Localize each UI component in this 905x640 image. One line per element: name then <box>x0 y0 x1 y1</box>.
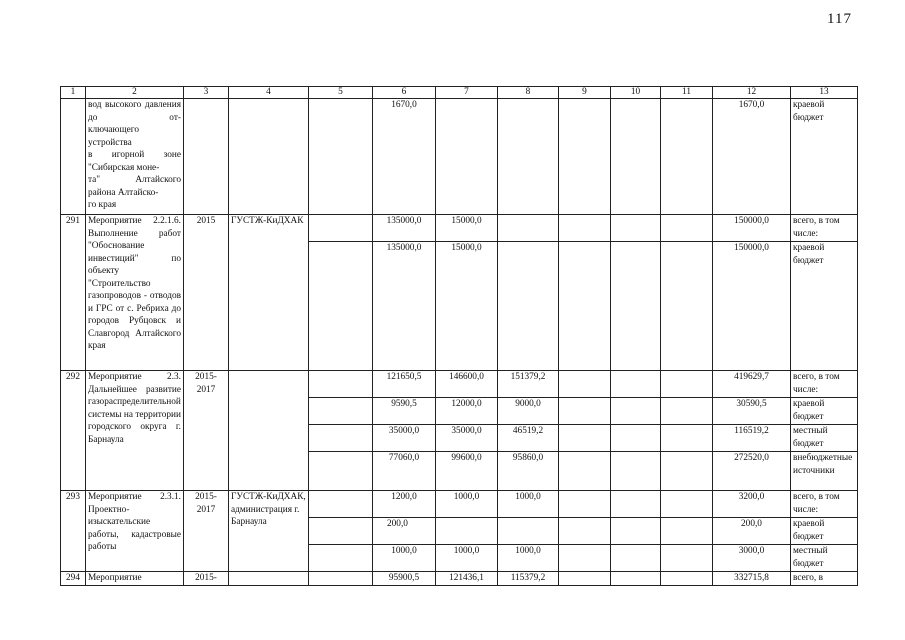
cell-col8: 9000,0 <box>498 398 559 425</box>
cell-col12: 30590,5 <box>713 398 791 425</box>
measure-name: Мероприятие 2.2.1.6. Выполнение работ "Обоснование инвестиций" по объекту "Строительство газопроводов - отводов и ГРС от с. Ребриха до городов Рубцовск и Славгород Алтайского края <box>86 215 184 371</box>
cell-col8: 1000,0 <box>498 491 559 518</box>
cell-col6: 121650,5 <box>373 371 436 398</box>
table-row <box>61 371 858 398</box>
cell-col6: 95900,5 <box>373 572 436 586</box>
cell-col8: 95860,0 <box>498 452 559 491</box>
measure-name: Мероприятие <box>86 572 184 586</box>
column-header: 4 <box>229 87 309 99</box>
column-header: 6 <box>373 87 436 99</box>
funding-source: краевой бюджет <box>791 518 858 545</box>
measure-name: вод высокого давления до от- ключающего устройства в игорной зоне "Сибирская моне- та" Алтайского района Алтайско- го края <box>86 99 184 215</box>
column-header: 9 <box>559 87 611 99</box>
column-number-row <box>61 87 858 99</box>
funding-source: краевой бюджет <box>791 99 858 215</box>
funding-source: местный бюджет <box>791 425 858 452</box>
table-row <box>61 572 858 586</box>
cell-col12: 419629,7 <box>713 371 791 398</box>
cell-col7: 146600,0 <box>436 371 498 398</box>
column-header: 13 <box>791 87 858 99</box>
cell-col12: 116519,2 <box>713 425 791 452</box>
cell-col6: 35000,0 <box>373 425 436 452</box>
cell-col7: 1000,0 <box>436 545 498 572</box>
executor: ГУСТЖ-КиДХАК, администрация г. Барнаула <box>229 491 309 572</box>
funding-source: краевой бюджет <box>791 242 858 371</box>
row-number: 291 <box>61 215 86 371</box>
executor <box>229 371 309 491</box>
cell-col8: 1000,0 <box>498 545 559 572</box>
cell-col7: 15000,0 <box>436 215 498 242</box>
cell-col7: 35000,0 <box>436 425 498 452</box>
cell-col12: 3000,0 <box>713 545 791 572</box>
cell-col6: 1670,0 <box>373 99 436 215</box>
funding-source: внебюджетные источники <box>791 452 858 491</box>
cell-col6: 77060,0 <box>373 452 436 491</box>
years: 2015 <box>184 215 229 371</box>
funding-source: всего, в том числе: <box>791 491 858 518</box>
cell-col7: 15000,0 <box>436 242 498 371</box>
cell-col6: 1000,0 <box>373 545 436 572</box>
budget-table <box>60 86 858 586</box>
row-number: 292 <box>61 371 86 491</box>
column-header: 10 <box>611 87 661 99</box>
years: 2015-2017 <box>184 491 229 572</box>
cell-col8: 46519,2 <box>498 425 559 452</box>
cell-col7: 99600,0 <box>436 452 498 491</box>
cell-col6: 135000,0 <box>373 215 436 242</box>
funding-source: всего, в <box>791 572 858 586</box>
column-header: 1 <box>61 87 86 99</box>
column-header: 11 <box>661 87 713 99</box>
cell-col12: 150000,0 <box>713 242 791 371</box>
cell-col6: 9590,5 <box>373 398 436 425</box>
measure-name: Мероприятие 2.3. Дальнейшее развитие газораспределительной системы на территории городского округа г. Барнаула <box>86 371 184 491</box>
cell-col6: 135000,0 <box>373 242 436 371</box>
cell-col8: 115379,2 <box>498 572 559 586</box>
years: 2015-2017 <box>184 371 229 491</box>
funding-source: краевой бюджет <box>791 398 858 425</box>
column-header: 7 <box>436 87 498 99</box>
column-header: 8 <box>498 87 559 99</box>
row-number: 294 <box>61 572 86 586</box>
table-row <box>61 215 858 242</box>
column-header: 5 <box>309 87 373 99</box>
cell-col7: 1000,0 <box>436 491 498 518</box>
column-header: 3 <box>184 87 229 99</box>
cell-col12: 3200,0 <box>713 491 791 518</box>
cell-col12: 1670,0 <box>713 99 791 215</box>
cell-col12: 200,0 <box>713 518 791 545</box>
table-row <box>61 99 858 215</box>
cell-col6: 200,0 <box>373 518 436 545</box>
measure-name: Мероприятие 2.3.1. Проектно-изыскательские работы, кадастровые работы <box>86 491 184 572</box>
cell-col12: 272520,0 <box>713 452 791 491</box>
funding-source: всего, в том числе: <box>791 215 858 242</box>
page-number: 117 <box>827 11 852 27</box>
executor: ГУСТЖ-КиДХАК <box>229 215 309 371</box>
cell-col12: 150000,0 <box>713 215 791 242</box>
funding-source: всего, в том числе: <box>791 371 858 398</box>
column-header: 12 <box>713 87 791 99</box>
years: 2015- <box>184 572 229 586</box>
table-row <box>61 491 858 518</box>
cell-col6: 1200,0 <box>373 491 436 518</box>
cell-col12: 332715,8 <box>713 572 791 586</box>
row-number: 293 <box>61 491 86 572</box>
cell-col7: 12000,0 <box>436 398 498 425</box>
cell-col8: 151379,2 <box>498 371 559 398</box>
column-header: 2 <box>86 87 184 99</box>
cell-col7: 121436,1 <box>436 572 498 586</box>
funding-source: местный бюджет <box>791 545 858 572</box>
